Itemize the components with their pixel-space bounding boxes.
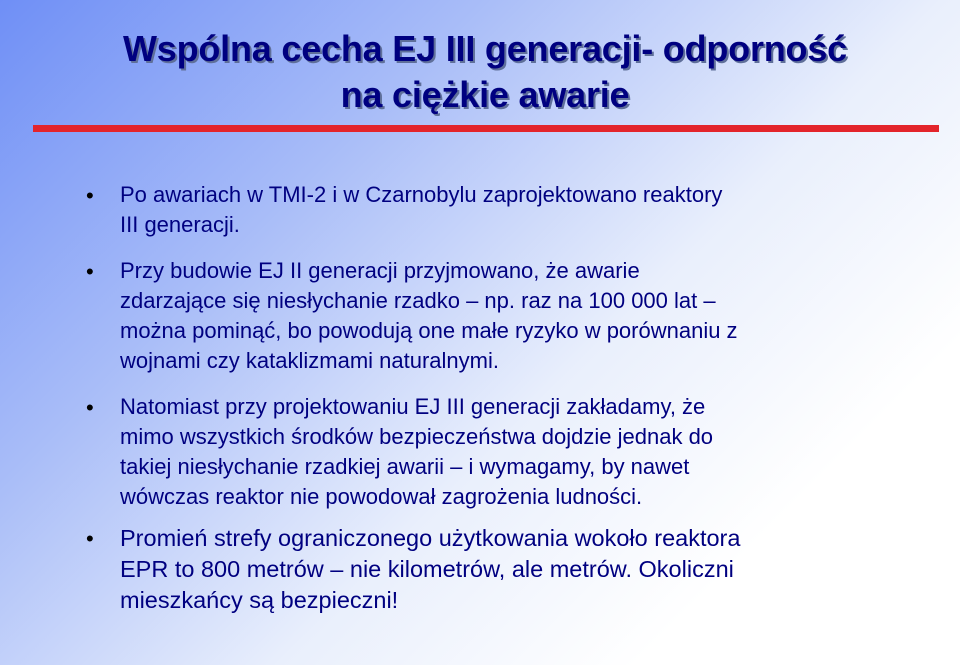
bullet-4-line-3: mieszkańcy są bezpieczni! [120,587,399,613]
bullet-4-line-1: Promień strefy ograniczonego użytkowania wokoło reaktora [120,525,741,551]
bullet-1-line-2: III generacji. [120,212,240,237]
bullet-text-3 [120,392,920,512]
bullet-3-line-4: wówczas reaktor nie powodował zagrożenia ludności. [120,484,643,509]
bullet-text-1 [120,180,920,240]
bullet-marker: • [86,395,94,420]
bullet-2-line-1: Przy budowie EJ II generacji przyjmowano, że awarie [120,258,640,283]
bullet-3-line-3: takiej niesłychanie rzadkiej awarii – i wymagamy, by nawet [120,454,690,479]
bullet-marker: • [86,183,94,208]
bullet-2-line-3: można pominąć, bo powodują one małe ryzyko w porównaniu z [120,318,738,343]
bullet-2-line-4: wojnami czy kataklizmami naturalnymi. [120,348,499,373]
bullet-4-line-2: EPR to 800 metrów – nie kilometrów, ale metrów. Okoliczni [120,556,734,582]
slide-title-line-2: na ciężkie awarie [340,74,630,115]
bullet-marker: • [86,526,94,551]
bullet-text-2 [120,256,920,376]
bullet-3-line-1: Natomiast przy projektowaniu EJ III generacji zakładamy, że [120,394,706,419]
bullet-2-line-2: zdarzające się niesłychanie rzadko – np. raz na 100 000 lat – [120,288,716,313]
slide-title-line-1: Wspólna cecha EJ III generacji- odporność [123,28,847,69]
bullet-marker: • [86,259,94,284]
bullet-1-line-1: Po awariach w TMI-2 i w Czarnobylu zaprojektowano reaktory [120,182,723,207]
bullet-text-4 [120,523,920,616]
bullet-3-line-2: mimo wszystkich środków bezpieczeństwa dojdzie jednak do [120,424,714,449]
